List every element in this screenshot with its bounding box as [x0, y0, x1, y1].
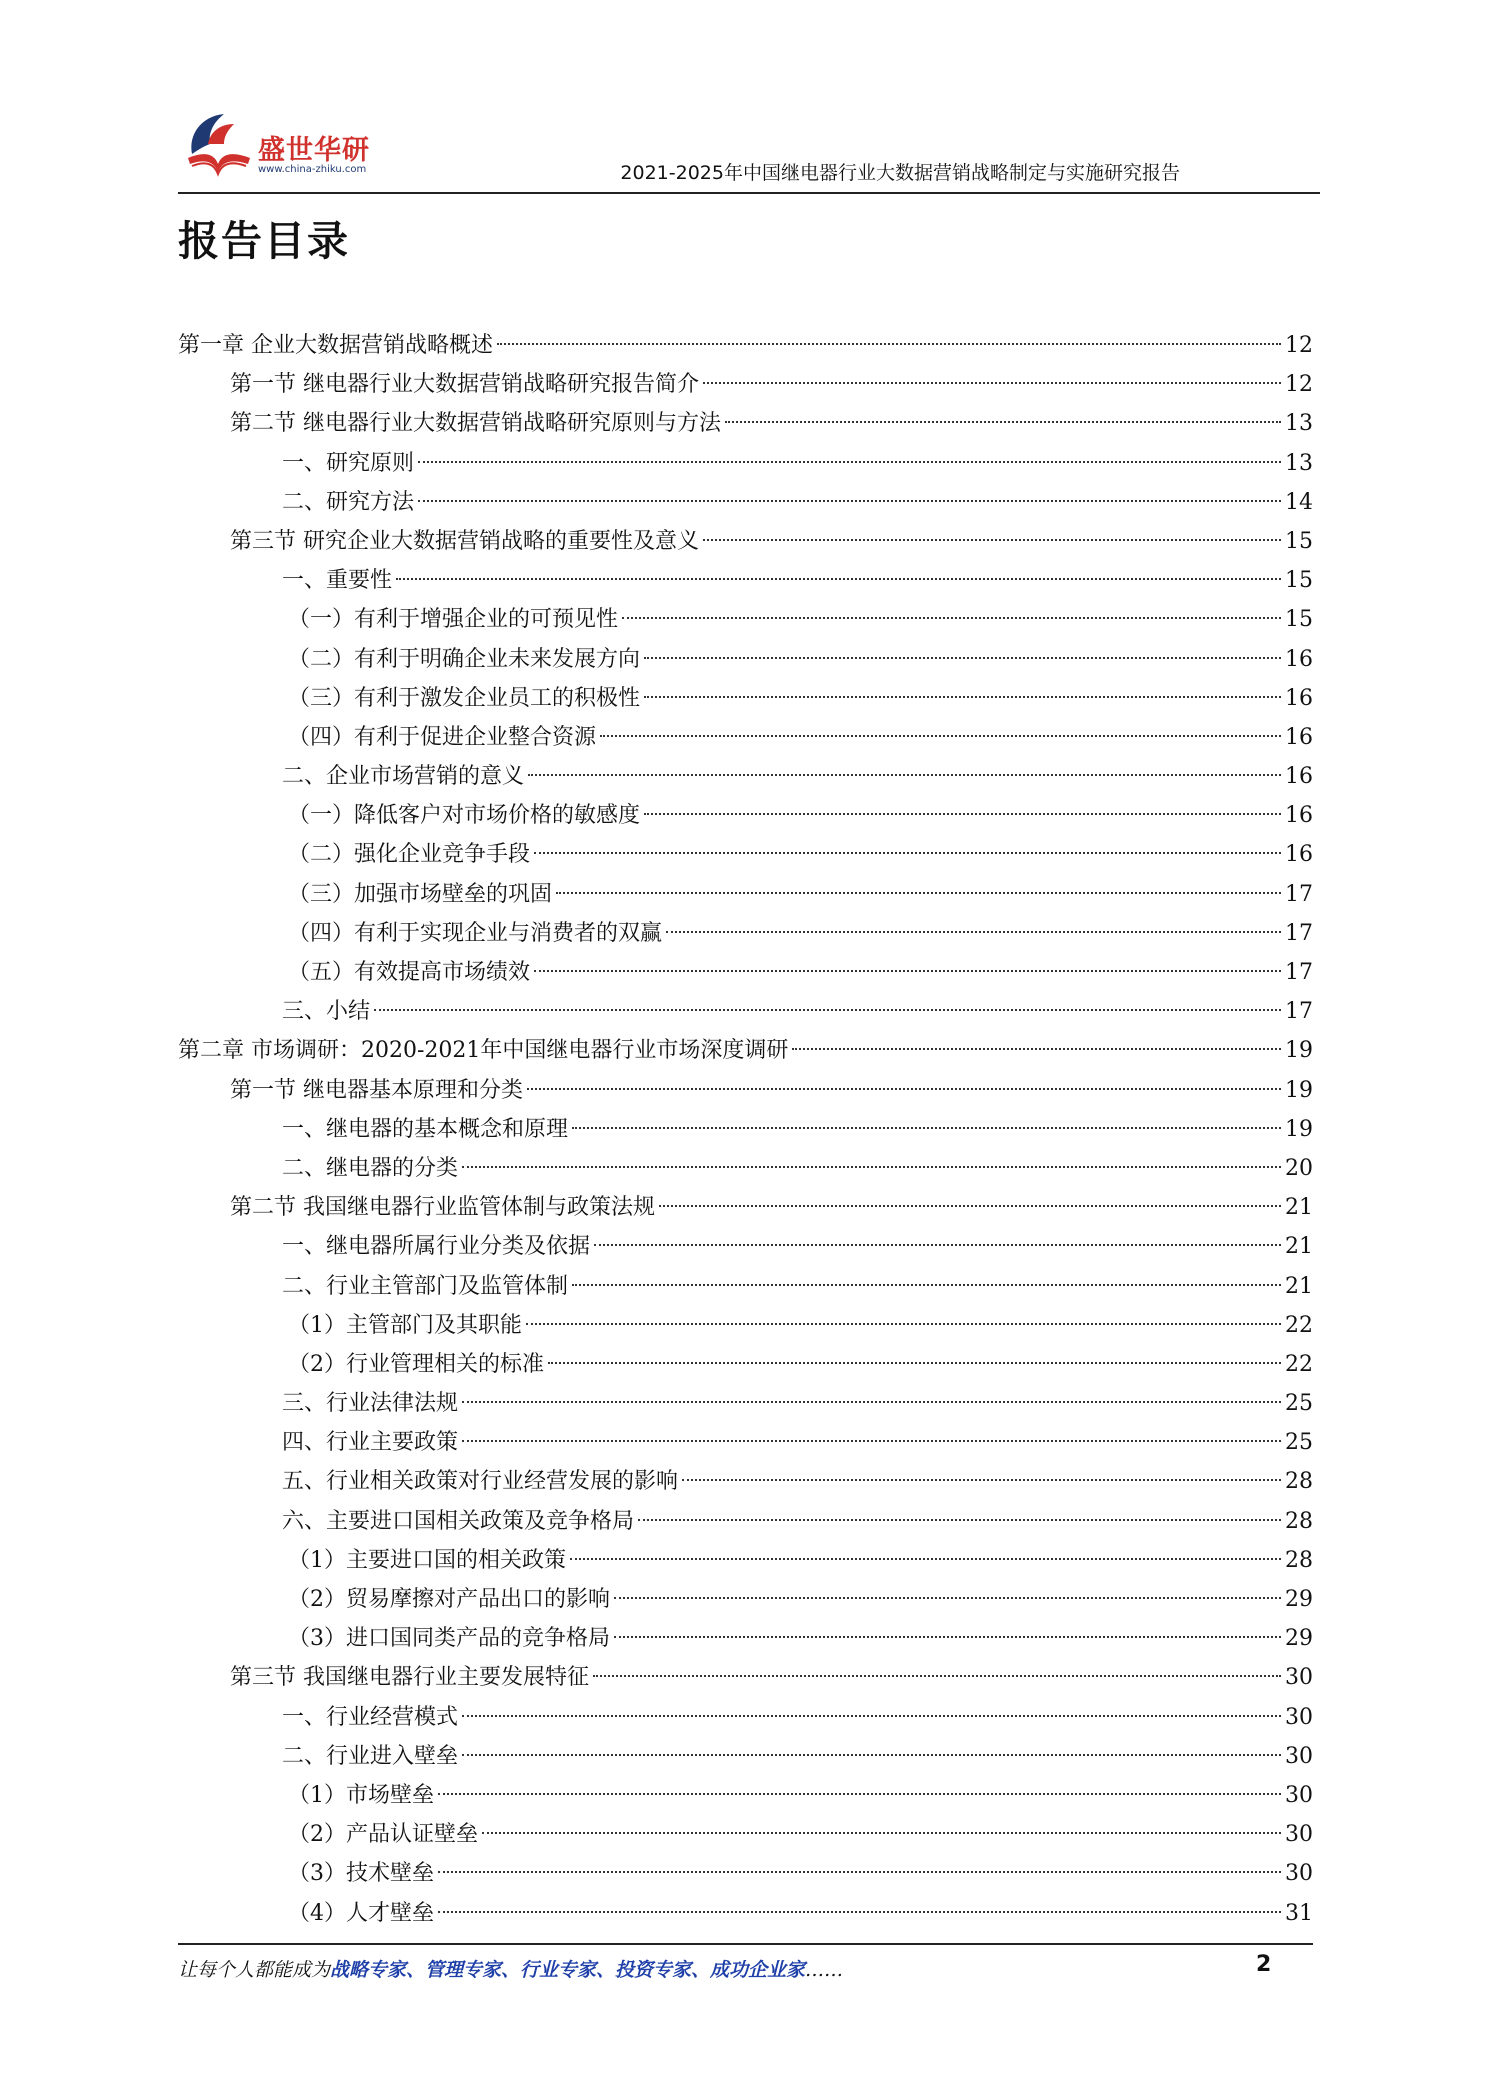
table-of-contents — [178, 326, 1313, 1933]
toc-entry-page: 31 — [1285, 1900, 1313, 1926]
page-number: 2 — [1256, 1952, 1272, 1977]
toc-entry-title: （2）产品认证壁垒 — [288, 1822, 478, 1848]
toc-dot-leader — [572, 1284, 1281, 1286]
toc-entry[interactable] — [178, 757, 1313, 796]
toc-entry[interactable] — [178, 1149, 1313, 1188]
toc-entry-title: 第一节 继电器行业大数据营销战略研究报告简介 — [230, 372, 699, 398]
toc-entry-title: （四）有利于实现企业与消费者的双赢 — [288, 920, 663, 946]
toc-entry[interactable] — [178, 1071, 1313, 1110]
toc-dot-leader — [418, 500, 1281, 502]
toc-entry[interactable] — [178, 1188, 1313, 1227]
toc-dot-leader — [600, 735, 1281, 737]
toc-entry[interactable] — [178, 326, 1313, 365]
toc-dot-leader — [418, 461, 1281, 463]
toc-dot-leader — [644, 813, 1281, 815]
toc-entry-title: 三、小结 — [282, 999, 371, 1025]
toc-entry[interactable] — [178, 1894, 1313, 1933]
toc-dot-leader — [614, 1597, 1281, 1599]
toc-entry-page: 13 — [1285, 450, 1313, 476]
toc-entry-page: 17 — [1285, 881, 1313, 907]
toc-entry-page: 30 — [1285, 1782, 1313, 1808]
toc-entry-page: 22 — [1285, 1312, 1313, 1338]
toc-entry-title: （二）有利于明确企业未来发展方向 — [288, 646, 641, 672]
toc-entry-title: 二、研究方法 — [282, 489, 415, 515]
toc-dot-leader — [644, 657, 1281, 659]
toc-entry-page: 19 — [1285, 1077, 1313, 1103]
toc-entry-page: 19 — [1285, 1038, 1313, 1064]
toc-entry-page: 17 — [1285, 920, 1313, 946]
toc-dot-leader — [462, 1754, 1281, 1756]
toc-entry-page: 30 — [1285, 1822, 1313, 1848]
toc-dot-leader — [792, 1048, 1281, 1050]
toc-entry-title: 一、重要性 — [282, 568, 393, 594]
toc-entry-page: 28 — [1285, 1508, 1313, 1534]
toc-dot-leader — [570, 1558, 1281, 1560]
toc-dot-leader — [462, 1715, 1281, 1717]
footer-suffix: …… — [805, 1959, 844, 1981]
toc-entry[interactable] — [178, 1267, 1313, 1306]
toc-dot-leader — [497, 343, 1281, 345]
toc-entry-page: 15 — [1285, 528, 1313, 554]
toc-entry-title: （一）有利于增强企业的可预见性 — [288, 607, 619, 633]
toc-entry[interactable] — [178, 600, 1313, 639]
toc-entry-page: 12 — [1285, 372, 1313, 398]
toc-entry-title: 第一章 企业大数据营销战略概述 — [178, 333, 493, 358]
toc-entry-title: （2）贸易摩擦对产品出口的影响 — [288, 1587, 610, 1612]
toc-entry-page: 16 — [1285, 842, 1313, 868]
toc-entry-title: （3）进口国同类产品的竞争格局 — [288, 1626, 610, 1652]
logo-url: www.china-zhiku.com — [258, 164, 367, 175]
toc-entry[interactable] — [178, 1306, 1313, 1345]
toc-entry-page: 20 — [1285, 1155, 1313, 1181]
toc-dot-leader — [659, 1205, 1281, 1207]
toc-entry-title: （4）人才壁垒 — [288, 1900, 434, 1926]
toc-dot-leader — [462, 1401, 1281, 1403]
report-title: 2021-2025年中国继电器行业大数据营销战略制定与实施研究报告 — [620, 162, 1180, 184]
toc-dot-leader — [396, 578, 1281, 580]
toc-entry-page: 16 — [1285, 685, 1313, 711]
toc-dot-leader — [534, 852, 1281, 854]
toc-dot-leader — [462, 1440, 1281, 1442]
toc-entry-title: 六、主要进口国相关政策及竞争格局 — [282, 1508, 635, 1534]
toc-entry-title: （三）加强市场壁垒的巩固 — [288, 881, 553, 907]
book-logo-icon — [178, 104, 256, 182]
toc-dot-leader — [527, 1088, 1281, 1090]
toc-entry[interactable] — [178, 1541, 1313, 1580]
toc-entry[interactable] — [178, 1698, 1313, 1737]
toc-entry-title: 三、行业法律法规 — [282, 1391, 459, 1417]
toc-entry[interactable] — [178, 1227, 1313, 1266]
toc-entry-title: （一）降低客户对市场价格的敏感度 — [288, 803, 641, 829]
toc-entry[interactable] — [178, 1580, 1313, 1619]
toc-entry-title: （1）主要进口国的相关政策 — [288, 1547, 566, 1573]
toc-entry-title: 一、行业经营模式 — [282, 1704, 459, 1730]
toc-entry-page: 15 — [1285, 607, 1313, 633]
toc-entry-page: 25 — [1285, 1391, 1313, 1417]
toc-entry-page: 29 — [1285, 1587, 1313, 1612]
toc-entry-page: 30 — [1285, 1861, 1313, 1887]
toc-entry[interactable] — [178, 679, 1313, 718]
toc-dot-leader — [534, 970, 1281, 972]
toc-dot-leader — [374, 1009, 1281, 1011]
toc-dot-leader — [725, 421, 1281, 423]
toc-entry[interactable] — [178, 1658, 1313, 1697]
toc-entry-page: 16 — [1285, 803, 1313, 829]
toc-entry-title: 二、行业进入壁垒 — [282, 1743, 459, 1769]
toc-entry-title: （二）强化企业竞争手段 — [288, 842, 531, 868]
toc-entry-title: （1）主管部门及其职能 — [288, 1312, 522, 1338]
toc-dot-leader — [438, 1793, 1281, 1795]
toc-entry-page: 12 — [1285, 333, 1313, 358]
toc-entry[interactable] — [178, 796, 1313, 835]
toc-entry[interactable] — [178, 640, 1313, 679]
toc-entry-page: 14 — [1285, 489, 1313, 515]
toc-dot-leader — [572, 1127, 1281, 1129]
toc-entry[interactable] — [178, 1423, 1313, 1462]
toc-dot-leader — [644, 696, 1281, 698]
toc-entry-title: 一、继电器的基本概念和原理 — [282, 1116, 569, 1142]
toc-entry-page: 21 — [1285, 1273, 1313, 1299]
toc-entry-page: 22 — [1285, 1351, 1313, 1377]
footer-divider — [178, 1943, 1313, 1945]
toc-dot-leader — [593, 1675, 1281, 1677]
toc-entry-title: 一、继电器所属行业分类及依据 — [282, 1234, 591, 1260]
page-title: 报告目录 — [178, 217, 350, 265]
toc-entry[interactable] — [178, 561, 1313, 600]
toc-entry-title: （三）有利于激发企业员工的积极性 — [288, 685, 641, 711]
toc-entry-page: 19 — [1285, 1116, 1313, 1142]
toc-entry[interactable] — [178, 483, 1313, 522]
toc-entry-title: （3）技术壁垒 — [288, 1861, 434, 1887]
page-header — [178, 100, 1320, 194]
toc-entry-title: 第一节 继电器基本原理和分类 — [230, 1077, 523, 1103]
toc-entry[interactable] — [178, 1502, 1313, 1541]
toc-entry[interactable] — [178, 1815, 1313, 1854]
toc-entry-title: （1）市场壁垒 — [288, 1782, 434, 1808]
toc-entry-title: 二、企业市场营销的意义 — [282, 764, 525, 790]
toc-dot-leader — [528, 774, 1281, 776]
toc-entry[interactable] — [178, 1776, 1313, 1815]
toc-entry-title: （四）有利于促进企业整合资源 — [288, 724, 597, 750]
toc-entry[interactable] — [178, 404, 1313, 443]
toc-entry[interactable] — [178, 992, 1313, 1031]
toc-entry-page: 30 — [1285, 1704, 1313, 1730]
toc-entry-page: 16 — [1285, 764, 1313, 790]
toc-dot-leader — [438, 1911, 1281, 1913]
toc-dot-leader — [638, 1519, 1281, 1521]
toc-entry-title: 第二节 我国继电器行业监管体制与政策法规 — [230, 1195, 655, 1221]
toc-entry-page: 17 — [1285, 999, 1313, 1025]
toc-dot-leader — [682, 1479, 1281, 1481]
toc-entry-title: 第二节 继电器行业大数据营销战略研究原则与方法 — [230, 411, 721, 437]
toc-entry[interactable] — [178, 953, 1313, 992]
toc-entry[interactable] — [178, 522, 1313, 561]
toc-entry-title: 第二章 市场调研：2020-2021年中国继电器行业市场深度调研 — [178, 1038, 789, 1064]
toc-dot-leader — [438, 1871, 1281, 1873]
toc-entry[interactable] — [178, 1619, 1313, 1658]
toc-entry-title: 二、行业主管部门及监管体制 — [282, 1273, 569, 1299]
toc-entry[interactable] — [178, 1462, 1313, 1501]
toc-dot-leader — [703, 382, 1281, 384]
toc-entry[interactable] — [178, 835, 1313, 874]
toc-entry[interactable] — [178, 1031, 1313, 1070]
toc-entry-page: 29 — [1285, 1626, 1313, 1652]
toc-entry-title: 一、研究原则 — [282, 450, 415, 476]
toc-entry-title: （五）有效提高市场绩效 — [288, 960, 531, 985]
toc-entry-page: 30 — [1285, 1665, 1313, 1691]
toc-dot-leader — [526, 1323, 1281, 1325]
toc-dot-leader — [594, 1244, 1281, 1246]
toc-entry[interactable] — [178, 1737, 1313, 1776]
toc-dot-leader — [482, 1832, 1281, 1834]
toc-entry[interactable] — [178, 444, 1313, 483]
toc-entry-title: 五、行业相关政策对行业经营发展的影响 — [282, 1469, 679, 1495]
toc-entry[interactable] — [178, 1345, 1313, 1384]
toc-dot-leader — [622, 617, 1281, 619]
toc-entry[interactable] — [178, 1854, 1313, 1893]
toc-entry-title: （2）行业管理相关的标准 — [288, 1351, 544, 1377]
toc-entry-page: 28 — [1285, 1547, 1313, 1573]
toc-dot-leader — [666, 931, 1281, 933]
company-logo — [178, 100, 408, 188]
toc-entry-page: 17 — [1285, 960, 1313, 985]
toc-entry-page: 15 — [1285, 568, 1313, 594]
toc-entry[interactable] — [178, 365, 1313, 404]
toc-entry-page: 21 — [1285, 1234, 1313, 1260]
toc-entry[interactable] — [178, 1110, 1313, 1149]
toc-dot-leader — [462, 1166, 1281, 1168]
toc-entry-page: 28 — [1285, 1469, 1313, 1495]
page-footer — [178, 1955, 1278, 1982]
logo-name: 盛世华研 — [258, 135, 370, 166]
toc-dot-leader — [703, 539, 1281, 541]
toc-dot-leader — [556, 892, 1281, 894]
toc-entry-page: 25 — [1285, 1430, 1313, 1456]
toc-entry-page: 13 — [1285, 411, 1313, 437]
toc-entry[interactable] — [178, 1384, 1313, 1423]
footer-highlight: 战略专家、管理专家、行业专家、投资专家、成功企业家 — [330, 1959, 806, 1981]
toc-dot-leader — [614, 1636, 1281, 1638]
toc-entry[interactable] — [178, 914, 1313, 953]
toc-entry-page: 16 — [1285, 646, 1313, 672]
footer-prefix: 让每个人都能成为 — [178, 1959, 331, 1981]
toc-entry[interactable] — [178, 718, 1313, 757]
toc-entry-page: 21 — [1285, 1195, 1313, 1221]
toc-entry-page: 16 — [1285, 724, 1313, 750]
toc-entry-page: 30 — [1285, 1743, 1313, 1769]
toc-entry-title: 四、行业主要政策 — [282, 1430, 459, 1456]
toc-entry-title: 二、继电器的分类 — [282, 1155, 459, 1181]
toc-entry[interactable] — [178, 875, 1313, 914]
toc-entry-title: 第三节 我国继电器行业主要发展特征 — [230, 1665, 589, 1691]
toc-dot-leader — [548, 1362, 1281, 1364]
toc-entry-title: 第三节 研究企业大数据营销战略的重要性及意义 — [230, 528, 699, 554]
